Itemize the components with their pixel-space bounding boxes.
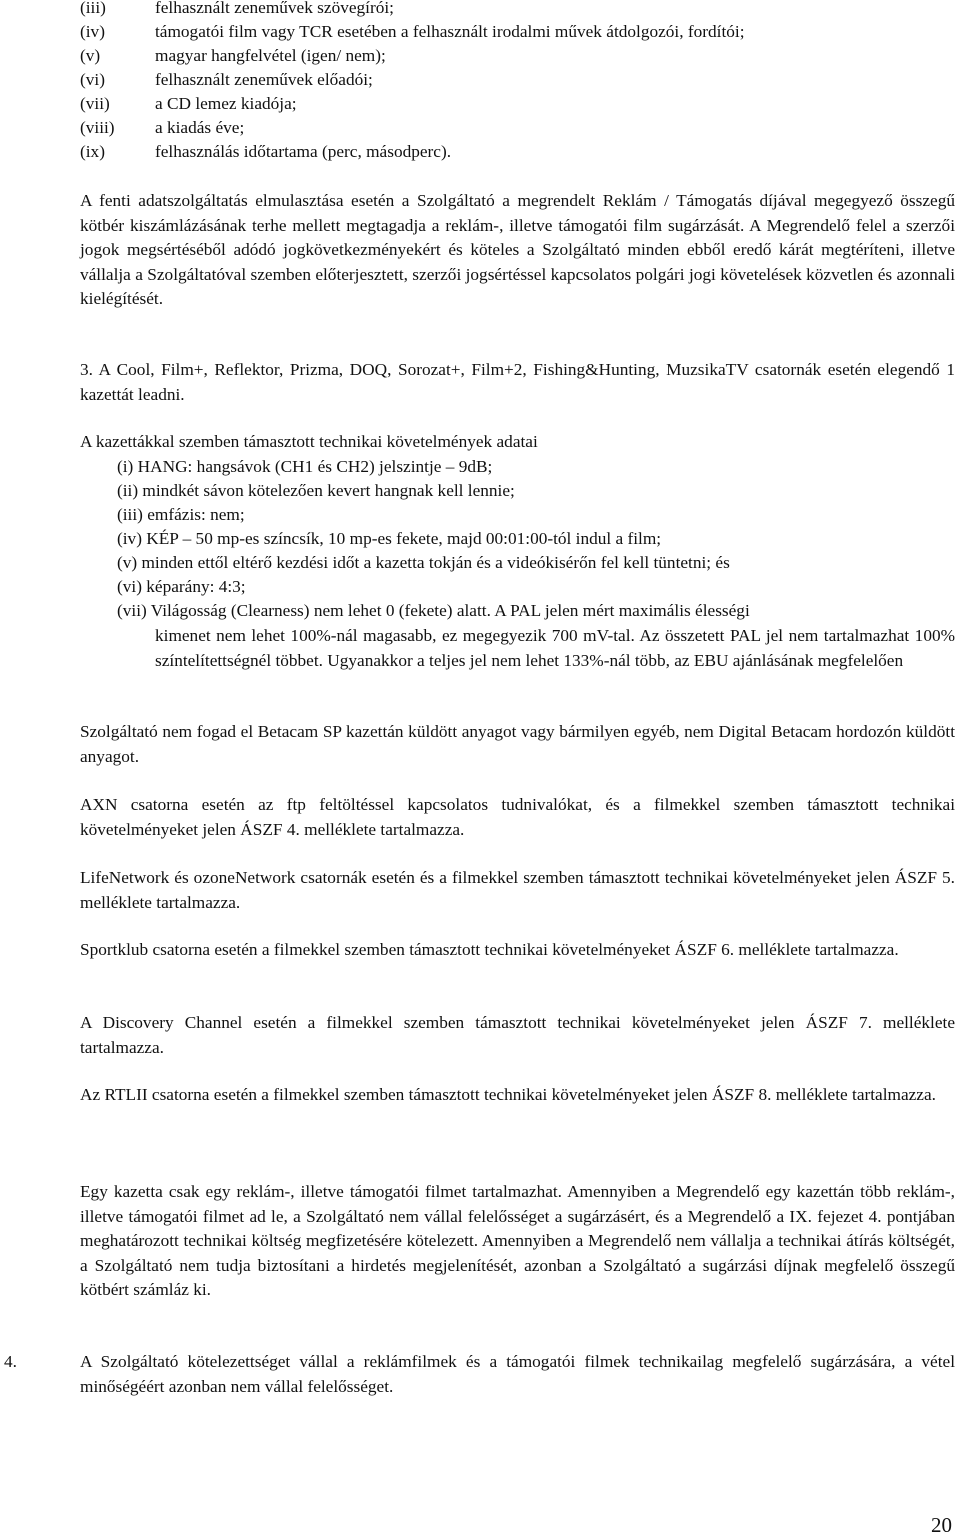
list-item: a CD lemez kiadója;: [155, 94, 297, 113]
section-3: 3. A Cool, Film+, Reflektor, Prizma, DOQ, Sorozat+, Film+2, Fishing&Hunting, MuzsikaTV csatornák esetén elegendő 1 kazettát leadni.: [80, 360, 955, 404]
tech-requirements-intro: A kazettákkal szemben támasztott technikai követelmények adatai: [80, 432, 538, 451]
section-4-text: A Szolgáltató kötelezettséget vállal a reklámfilmek és a támogatói filmek technikailag megfelelő sugárzására, a vétel minőségéért azonban nem vállal felelősséget.: [80, 1352, 955, 1396]
list-item: támogatói film vagy TCR esetében a felhasznált irodalmi művek átdolgozói, fordítói;: [155, 22, 745, 41]
paragraph-discovery: A Discovery Channel esetén a filmekkel szemben támasztott technikai követelményeket jelen ÁSZF 7. melléklete tartalmazza.: [80, 1013, 955, 1057]
paragraph-rtlii: Az RTLII csatorna esetén a filmekkel szemben támasztott technikai követelményeket jelen ÁSZF 8. melléklete tartalmazza.: [80, 1085, 936, 1104]
tech-item: (vi) képarány: 4:3;: [117, 577, 246, 596]
tech-item: (iv) KÉP – 50 mp-es színcsík, 10 mp-es fekete, majd 00:01:00-tól indul a film;: [117, 529, 662, 548]
list-item: felhasználás időtartama (perc, másodperc).: [155, 142, 452, 161]
tech-item: (ii) mindkét sávon kötelezően kevert hangnak kell lennie;: [117, 481, 515, 500]
tech-item: (iii) emfázis: nem;: [117, 505, 245, 524]
tech-item: (i) HANG: hangsávok (CH1 és CH2) jelszintje – 9dB;: [117, 457, 493, 476]
list-number: (iv): [80, 22, 105, 41]
list-number: (vii): [80, 94, 110, 113]
list-item: a kiadás éve;: [155, 118, 245, 137]
paragraph-lifenetwork: LifeNetwork és ozoneNetwork csatornák esetén és a filmekkel szemben támasztott technikai követelményeket jelen ÁSZF 5. melléklete tartalmazza.: [80, 868, 955, 912]
tech-item: (vii) Világosság (Clearness) nem lehet 0 (fekete) alatt. A PAL jelen mért maximális élességi: [117, 601, 750, 620]
list-number: (vi): [80, 70, 105, 89]
list-number: (iii): [80, 0, 106, 17]
list-number: (viii): [80, 118, 115, 137]
paragraph-sportklub: Sportklub csatorna esetén a filmekkel szemben támasztott technikai követelményeket ÁSZF 6. melléklete tartalmazza.: [80, 940, 899, 959]
section-4-number: 4.: [4, 1352, 17, 1371]
paragraph-axn: AXN csatorna esetén az ftp feltöltéssel kapcsolatos tudnivalókat, és a filmekkel szemben támasztott technikai követelményeket jelen ÁSZF 4. melléklete tartalmazza.: [80, 795, 955, 839]
list-item: felhasznált zeneművek előadói;: [155, 70, 373, 89]
paragraph-liability: A fenti adatszolgáltatás elmulasztása esetén a Szolgáltató a megrendelt Reklám / Támogatás díjával megegyező összegű kötbér kiszámlázásának terhe mellett megtagadja a reklám-, illetve támogatói film sugárzását. A Megrendelő felel a szerzői jogok megsértéséből adódó jogkövetkezményekért és köteles a Szolgáltató minden ebből eredő kárát megtéríteni, illetve vállalja a Szolgáltatóval szemben előterjesztett, szerzői jogsértéssel kapcsolatos polgári jogi követelések közvetlen és azonnali kielégítését.: [80, 191, 955, 308]
list-number: (v): [80, 46, 101, 65]
list-item: magyar hangfelvétel (igen/ nem);: [155, 46, 386, 65]
page-number: 20: [931, 1512, 952, 1537]
list-item: felhasznált zeneművek szövegírói;: [155, 0, 394, 17]
tech-item: (v) minden ettől eltérő kezdési időt a kazetta tokján és a videókisérőn fel kell tüntetni; és: [117, 553, 730, 572]
tech-item-continuation: kimenet nem lehet 100%-nál magasabb, ez megegyezik 700 mV-tal. Az összetett PAL jel nem tartalmazhat 100% színtelítettségnél többet. Ugyanakkor a teljes jel nem lehet 133%-nál több, az EBU ajánlásának megfelelően: [155, 626, 955, 670]
list-number: (ix): [80, 142, 105, 161]
paragraph-betacam: Szolgáltató nem fogad el Betacam SP kazettán küldött anyagot vagy bármilyen egyéb, nem Digital Betacam hordozón küldött anyagot.: [80, 722, 955, 766]
paragraph-cassette: Egy kazetta csak egy reklám-, illetve támogatói filmet tartalmazhat. Amennyiben a Megrendelő egy kazettán több reklám-, illetve támogatói filmet ad le, a Szolgáltató nem vállal felelősséget a sugárzásért, és a Megrendelő a IX. fejezet 4. pontjában meghatározott technikai költség megfizetésére kötelezett. Amennyiben a Megrendelő nem vállalja a technikai átírás költségét, a Szolgáltató nem tudja biztosítani a hirdetés megjelenítését, azonban a Szolgáltató a sugárzási díjnak megfelelő összegű kötbért számláz ki.: [80, 1182, 955, 1299]
